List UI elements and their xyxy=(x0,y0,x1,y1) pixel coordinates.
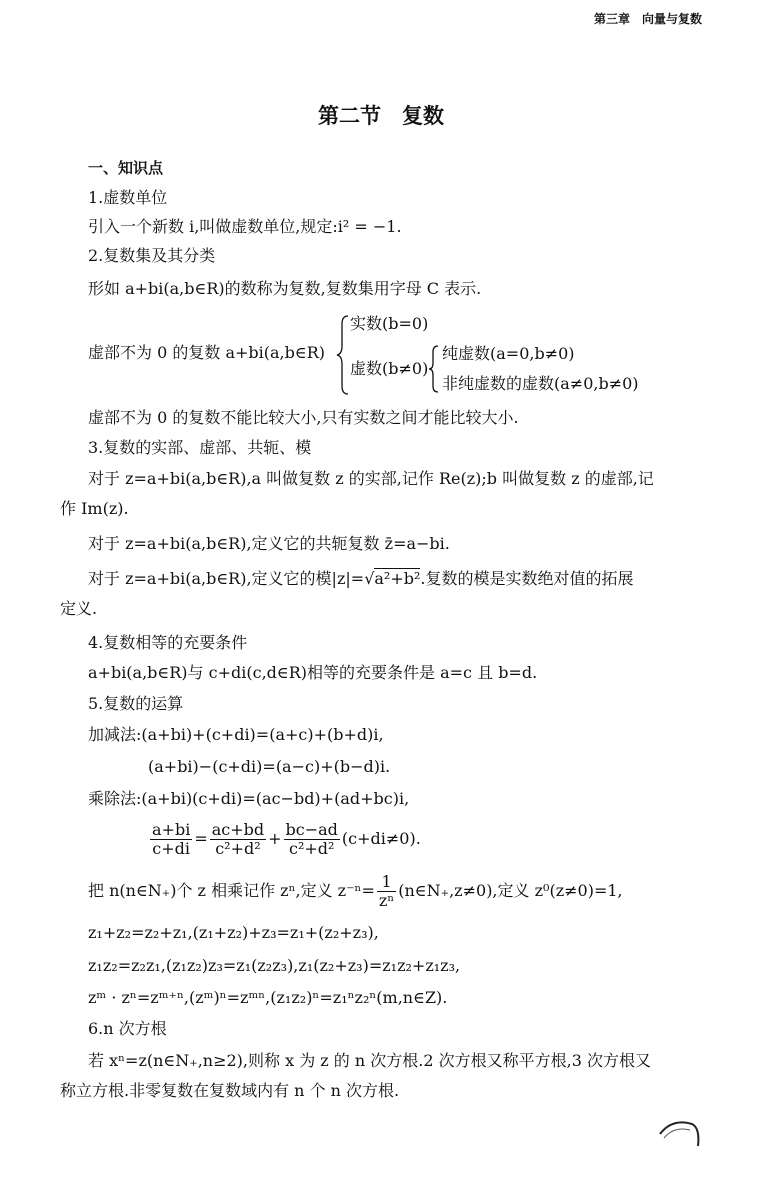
s5-add2: (a+bi)−(c+di)=(a−c)+(b−d)i. xyxy=(148,757,391,776)
s3-heading: 3.复数的实部、虚部、共轭、模 xyxy=(88,438,312,457)
s3-p1b: 作 Im(z). xyxy=(60,499,129,518)
s6-heading: 6.n 次方根 xyxy=(88,1019,167,1038)
s2-text: 形如 a+bi(a,b∈R)的数称为复数,复数集用字母 C 表示. xyxy=(88,279,482,298)
sqrt-symbol: √ xyxy=(364,569,375,588)
s1-text: 引入一个新数 i,叫做虚数单位,规定:i² = −1. xyxy=(88,217,402,236)
s1-heading: 1.虚数单位 xyxy=(88,188,168,207)
left-brace-icon xyxy=(336,314,350,396)
s6-p2: 称立方根.非零复数在复数域内有 n 个 n 次方根. xyxy=(60,1081,400,1100)
s5-division: $\frac{a+bi}{c+di}$ = $\frac{ac+bd}{\text{c²+d²}}$ + $\frac{bc-ad}{\text{c²+d²}}$ (c+di≠0). xyxy=(152,820,421,858)
s4-heading: 4.复数相等的充要条件 xyxy=(88,633,248,652)
tree-nonpure: 非纯虚数的虚数(a≠0,b≠0) xyxy=(442,374,639,393)
division-tail: (c+di≠0). xyxy=(341,829,421,848)
s5-add1: 加减法:(a+bi)+(c+di)=(a+c)+(b+d)i, xyxy=(88,725,384,744)
left-brace-icon xyxy=(428,344,440,394)
s3-p3a-post: .复数的模是实数绝对值的拓展 xyxy=(420,569,634,588)
tree-root: 虚部不为 0 的复数 a+bi(a,b∈R) xyxy=(88,343,325,362)
s5-heading: 5.复数的运算 xyxy=(88,694,184,713)
fraction-lhs: $\frac{a+bi}{c+di}$ xyxy=(152,820,191,858)
s5-mul1: 乘除法:(a+bi)(c+di)=(ac−bd)+(ad+bc)i, xyxy=(88,789,410,808)
fraction-real: $\frac{ac+bd}{\text{c²+d²}}$ xyxy=(211,820,265,858)
s5-power: 把 n(n∈N₊)个 z 相乘记作 zⁿ,定义 z⁻ⁿ= $\frac{1}{\text{zⁿ}}$ (n∈N₊,z≠0),定义 z⁰(z≠0)=1, xyxy=(88,872,623,910)
page-corner-curl-icon xyxy=(658,1116,702,1150)
s3-p1a: 对于 z=a+bi(a,b∈R),a 叫做复数 z 的实部,记作 Re(z);b 叫做复数 z 的虚部,记 xyxy=(88,469,654,488)
page-title: 第二节 复数 xyxy=(318,104,444,128)
s5-law1: z₁+z₂=z₂+z₁,(z₁+z₂)+z₃=z₁+(z₂+z₃), xyxy=(88,923,379,942)
running-head: 第三章 向量与复数 xyxy=(593,12,702,26)
s2-heading: 2.复数集及其分类 xyxy=(88,246,216,265)
s5-law2: z₁z₂=z₂z₁,(z₁z₂)z₃=z₁(z₂z₃),z₁(z₂+z₃)=z₁z₂+z₁z₃, xyxy=(88,956,461,975)
tree-real: 实数(b=0) xyxy=(350,314,429,333)
sqrt-radicand: a²+b² xyxy=(374,569,421,588)
s5-law3: zᵐ · zⁿ=zᵐ⁺ⁿ,(zᵐ)ⁿ=zᵐⁿ,(z₁z₂)ⁿ=z₁ⁿz₂ⁿ(m,n∈Z). xyxy=(88,988,448,1007)
tree-imag: 虚数(b≠0) xyxy=(350,359,429,378)
s2-note: 虚部不为 0 的复数不能比较大小,只有实数之间才能比较大小. xyxy=(88,408,519,427)
s6-p1: 若 xⁿ=z(n∈N₊,n≥2),则称 x 为 z 的 n 次方根.2 次方根又称平方根,3 次方根又 xyxy=(88,1051,651,1070)
s3-p3a xyxy=(88,568,634,590)
s3-p3b: 定义. xyxy=(60,599,98,618)
s3-p3a-pre: 对于 z=a+bi(a,b∈R),定义它的模|z|= xyxy=(88,569,365,588)
section-heading: 一、知识点 xyxy=(88,159,164,177)
tree-pure: 纯虚数(a=0,b≠0) xyxy=(442,344,575,363)
s4-text: a+bi(a,b∈R)与 c+di(c,d∈R)相等的充要条件是 a=c 且 b=d. xyxy=(88,663,538,682)
fraction-imag: $\frac{bc-ad}{\text{c²+d²}}$ xyxy=(285,820,338,858)
fraction-inverse-power: $\frac{1}{\text{zⁿ}}$ xyxy=(378,872,395,910)
s3-p2: 对于 z=a+bi(a,b∈R),定义它的共轭复数 z̄=a−bi. xyxy=(88,534,450,553)
